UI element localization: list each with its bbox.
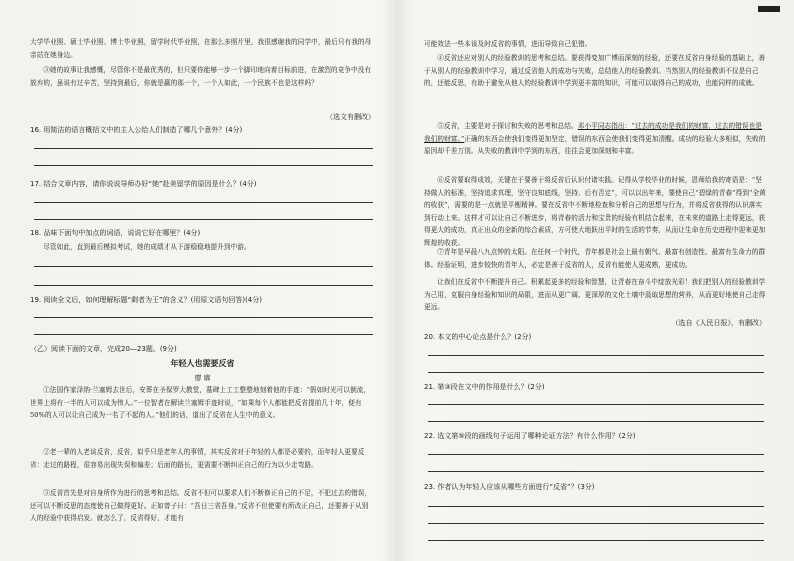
answer-line-22a[interactable] xyxy=(428,454,764,455)
question-22: 22. 选文第⑤段的画线句子运用了哪种论证方法？有什么作用？(2分) xyxy=(424,432,636,440)
right-source-note: （选自《人民日报》，有删改） xyxy=(671,319,766,327)
answer-line-18a[interactable] xyxy=(34,266,373,267)
article-paragraph-4: ④反省还应对别人的经验教训的思考和总结。要获得变加广博而深刻的经验，还要在反省自身经验的基础上，善于从别人的经验教训中学习，通过反省他人的成功与失败，总结他人的经验教训。当然别人的经验教训不仅是自己的，还能反思，有助于避免从他人的经验教训中学到更丰富的知识，可能可以取得自己的成功，也能同样的成就。 xyxy=(424,54,766,87)
article-paragraph-6: ⑥反省要取得成效，关键在于要善于将反省后认识付诸实践。记得从学校毕业的时候，恩师给我的寄语是：“坚持做人的标准，坚持追求真理，坚守良知底线，坚持、后有否定”，可以以出年来，要使自己“碧绿的青春”得到“全黄的收获”，需要的是一点就是平衡精神。要在反省中不断地检查和分析自己的思想与行为，并将反省获得的认识落实到行动上来。这样才可以让自己不断进步，将青春的活力和宝贵的经验有机结合起来，在未来的道路上走得更远，获得更大的成功，真正出众的全新的综合素质，方可使大地跃出平时的生活的节奏，从而让生命在历史进程中迎来更加辉煌的收获。 xyxy=(424,176,766,247)
question-23: 23. 作者认为年轻人应该从哪些方面进行“反省”？(3分) xyxy=(424,483,595,491)
article-paragraph-5 xyxy=(424,120,766,158)
answer-line-20a[interactable] xyxy=(428,355,764,356)
article-paragraph-3-cont: 可能效法一些本该及时反省的事情，进而导致自己犯错。 xyxy=(424,40,592,48)
paragraph-5-underlined-quote: 邓小平同志指出：“过去的成功是我们的财富，过去的错误也是我们的财富。” xyxy=(424,122,762,143)
question-16: 16. 用简洁的语言概括文中的主人公给人们制造了哪几个意外？(4分) xyxy=(30,126,243,134)
left-paragraph-1: 大学毕业照、硕士毕业照、博士毕业照，留学时代毕业照，在那么多照片里，我很感谢我的同学中，最后只有我的母亲站在她身边。 xyxy=(30,38,372,59)
answer-line-23b[interactable] xyxy=(428,523,764,524)
article-paragraph-3: ③反省首先是对自身所作为进行的思考和总结。反省不但可以要求人们不断修正自己的不足，不犯过去的错误，还可以不断反思的态度使自己做得更好。正如曾子曰：“吾日三省吾身。”反省不但使要有所改正自己，还要善于从别人的经验中获得启发。就怎么了，反省得好，才能有 xyxy=(30,489,372,522)
article-paragraph-8: 让我们在反省中不断提升自己。积累起更多的经验和智慧，让青春在奋斗中绽放光彩！我们把别人的经验教训学为己用，克服自身经验和知识的局限，进而从更广阔、更深厚的文化土壤中汲取思想的营养，从而更好地使自己走得更远。 xyxy=(424,278,766,311)
answer-line-17a[interactable] xyxy=(34,202,373,203)
answer-line-19b[interactable] xyxy=(34,334,373,335)
paragraph-5-lead: ⑤反省，主要是对于探讨和失败的思考和总结。 xyxy=(437,122,578,130)
article-author: 廖 廓 xyxy=(194,374,211,382)
answer-line-21b[interactable] xyxy=(428,421,764,422)
article-title: 年轻人也需要反省 xyxy=(170,359,235,368)
answer-line-20b[interactable] xyxy=(428,372,764,373)
left-paragraph-2: ③她的故事让我感慨，尽管你不是最优秀的，但只要你能够一步一个脚印地向着目标前进，在激烈的竞争中没有放弃的，虽说有过辛苦，坚持到最后，你就是赢的那一个，一个人如此，一个民族不也是这样吗？ xyxy=(30,66,372,87)
answer-line-21a[interactable] xyxy=(428,404,764,405)
left-column xyxy=(30,0,375,561)
question-19: 19. 阅读全文后，如何理解标题“剩者为王”的含义？(用原文语句回答)(4分) xyxy=(30,296,262,304)
question-17: 17. 结合文章内容，请你说说导师办好“她”赴美留学的原因是什么？(4分) xyxy=(30,180,257,188)
article-paragraph-1: ①法国作家泽纳·兰塞姆去世后，安葬在圣保罗大教堂，墓碑上工工整整地刻着他的手迹：“假如时光可以倒流，世界上将有一半的人可以成为伟人。”一位智者在解读兰塞姆手迹时说，“如果每个人都能把反省提前几十年，便有50%的人可以让自己成为一名了不起的人。”他们的话，道出了反省在人生中的意义。 xyxy=(30,386,371,419)
article-paragraph-2: ②老一辈的人老谈反省，反省，似乎只是老年人的事情，其实反省对于年轻的人都是必要的，而年轻人更要反省：走过的路程，很容易出现失误和偏差；后面的路长，更需要不断纠正自己的行为以少走弯路。 xyxy=(30,448,365,469)
answer-line-16a[interactable] xyxy=(34,148,373,149)
paragraph-5-rest: 正确的东西会使我们变得更加坚定，错误的东西会使我们变得更加清醒。成功的经验大多相似，失败的原因却千差万别。从失败的教训中学到的东西，往往会更加深刻和丰富。 xyxy=(424,134,766,155)
question-18-sentence: 尽管如此，直到最后模拟考试，她的成绩才从下游稳稳地提升到中游。 xyxy=(43,243,251,251)
answer-line-23a[interactable] xyxy=(428,506,764,507)
question-18: 18. 品味下面句中加点的词语，说说它好在哪里？(4分) xyxy=(30,229,201,237)
answer-line-23c[interactable] xyxy=(428,540,764,541)
answer-line-16b[interactable] xyxy=(34,165,373,166)
left-source-note: （选文有删改） xyxy=(326,113,375,121)
answer-line-17b[interactable] xyxy=(34,219,373,220)
answer-line-19a[interactable] xyxy=(34,317,373,318)
answer-line-22b[interactable] xyxy=(428,471,764,472)
answer-line-18b[interactable] xyxy=(34,285,373,286)
right-column xyxy=(424,0,766,561)
question-21: 21. 第③段在文中的作用是什么？(2分) xyxy=(424,383,545,391)
section-b-heading: （乙）阅读下面的文章，完成20—23题。(9分) xyxy=(30,345,177,353)
article-paragraph-7: ⑦青年是早晨八九点钟的太阳。在任何一个时代，青年都是社会上最有朝气、最富有创造性、最富有生命力的群体。经验证明，进步较快的青年人，必定是善于反省的人，反省有能使人更成熟，更成功。 xyxy=(424,248,766,269)
question-20: 20. 本文的中心论点是什么？(2分) xyxy=(424,333,532,341)
